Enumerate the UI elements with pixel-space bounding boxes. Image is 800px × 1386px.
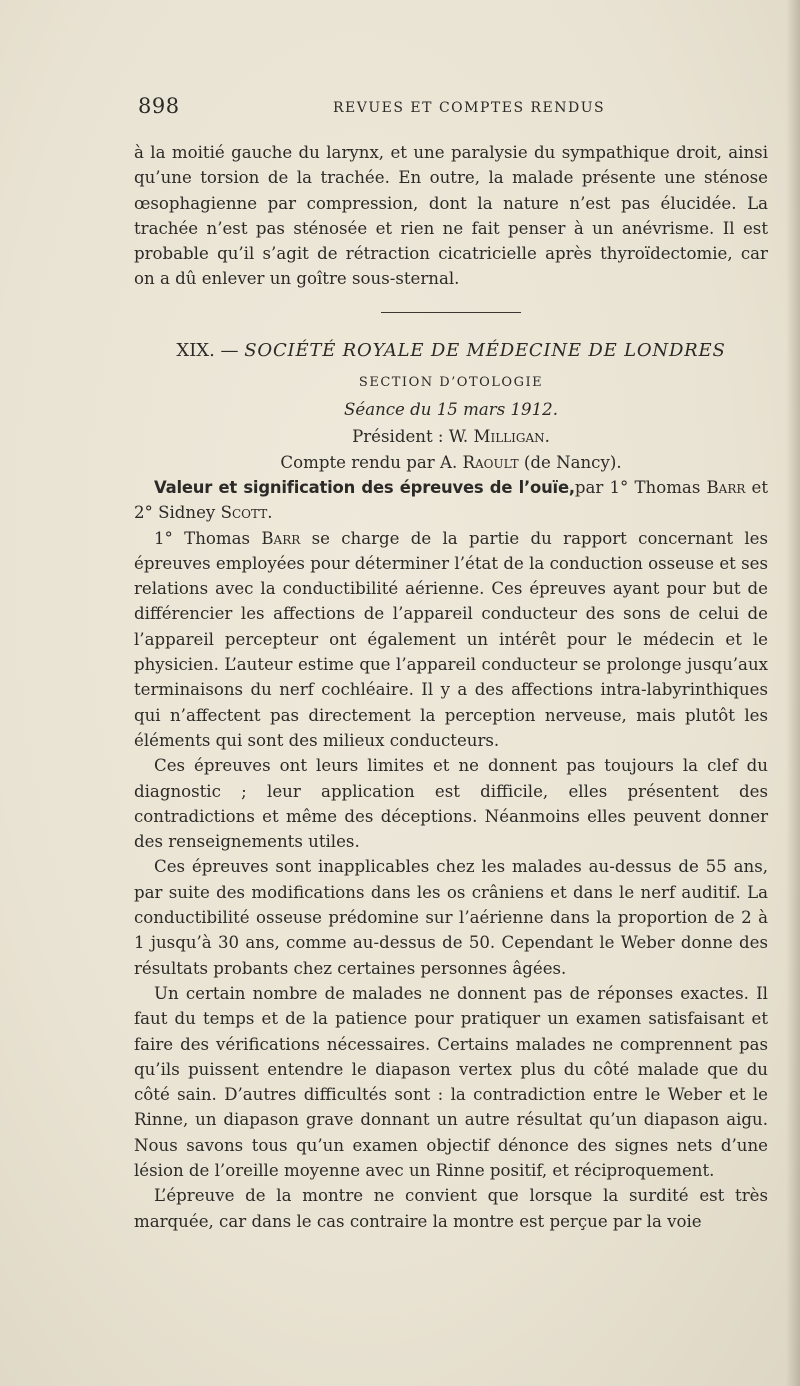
authors-text-a: par 1° Thomas xyxy=(574,477,707,497)
section-divider xyxy=(381,312,521,313)
section-numeral: XIX. — xyxy=(176,339,245,361)
report-end: (de Nancy). xyxy=(518,452,622,472)
session-date: Séance du 15 mars 1912. xyxy=(344,400,558,420)
page-number: 898 xyxy=(138,94,180,118)
page-header xyxy=(138,94,768,124)
president-label: Président : W. xyxy=(352,427,474,447)
p1-start: 1° Thomas xyxy=(154,528,262,548)
subsection-heading: SECTION D’OTOLOGIE xyxy=(358,374,544,390)
reporter-name: Raoult xyxy=(462,452,519,472)
p1-author-barr: Barr xyxy=(261,528,301,548)
society-name: SOCIÉTÉ ROYALE DE MÉDECINE DE LONDRES xyxy=(244,339,726,361)
authors-text-c: . xyxy=(267,503,273,523)
p1-body: se charge de la partie du rapport concernant les épreuves employées pour déterminer l’état de la conduction osseuse et ses relations avec la conductibilité aérienne. Ces épreuves ayant pour but de différencier les affections de l’appareil conducteur des sons de celui de l’appareil percepteur ont également un intérêt pour le médecin et le physicien. L’auteur estime que l’appareil conducteur se prolonge jusqu’aux terminaisons du nerf cochléaire. Il y a des affections intra-labyrinthiques qui n’affectent pas directement la perception nerveuse, mais plutôt les éléments qui sont des milieux conducteurs. xyxy=(134,528,768,750)
report-label: Compte rendu par A. xyxy=(280,452,463,472)
paragraph-2: Ces épreuves ont leurs limites et ne donnent pas toujours la clef du diagnostic ; leur application est difficile, elles présentent des contradictions et même des déceptions. Néanmoins elles peuvent donner des renseignements utiles. xyxy=(134,756,768,852)
running-head: REVUES ET COMPTES RENDUS xyxy=(333,100,606,116)
section-heading xyxy=(134,338,768,364)
report-credit xyxy=(134,450,768,475)
president-line xyxy=(134,424,768,449)
page-body xyxy=(134,140,768,1234)
article-title: Valeur et signification des épreuves de l’ouïe, xyxy=(154,477,575,497)
article-heading xyxy=(134,475,768,526)
authors-text-b: et 2° Sidney xyxy=(134,477,768,523)
author-scott: Scott xyxy=(220,503,268,523)
president-end: . xyxy=(544,427,550,447)
president-name: Milligan xyxy=(473,427,545,447)
paragraph-3: Ces épreuves sont inapplicables chez les malades au-dessus de 55 ans, par suite des modifications dans les os crâniens et dans le nerf auditif. La conductibilité osseuse prédomine sur l’aérienne dans la proportion de 2 à 1 jusqu’à 30 ans, comme au-dessus de 50. Cependant le Weber donne des résultats probants chez certaines personnes âgées. xyxy=(134,857,768,978)
paragraph-5: L’épreuve de la montre ne convient que lorsque la surdité est très marquée, car dans le cas contraire la montre est perçue par la voie xyxy=(134,1186,768,1231)
intro-paragraph: à la moitié gauche du larynx, et une paralysie du sympathique droit, ainsi qu’une torsion de la trachée. En outre, la malade présente une sténose œsophagienne par compression, dont la nature n’est pas élucidée. La trachée n’est pas sténosée et rien ne fait penser à un anévrisme. Il est probable qu’il s’agit de rétraction cicatricielle après thyroïdectomie, car on a dû enlever un goître sous-sternal. xyxy=(134,143,768,289)
author-barr: Barr xyxy=(706,477,746,497)
paragraph-1 xyxy=(134,526,768,754)
paragraph-4: Un certain nombre de malades ne donnent pas de réponses exactes. Il faut du temps et de la patience pour pratiquer un examen satisfaisant et faire des vérifications nécessaires. Certains malades ne comprennent pas qu’ils puissent entendre le diapason vertex plus du côté malade que du côté sain. D’autres difficultés sont : la contradiction entre le Weber et le Rinne, un diapason grave donnant un autre résultat qu’un diapason aigu. Nous savons tous qu’un examen objectif dénonce des signes nets d’une lésion de l’oreille moyenne avec un Rinne positif, et réciproquement. xyxy=(134,983,768,1180)
